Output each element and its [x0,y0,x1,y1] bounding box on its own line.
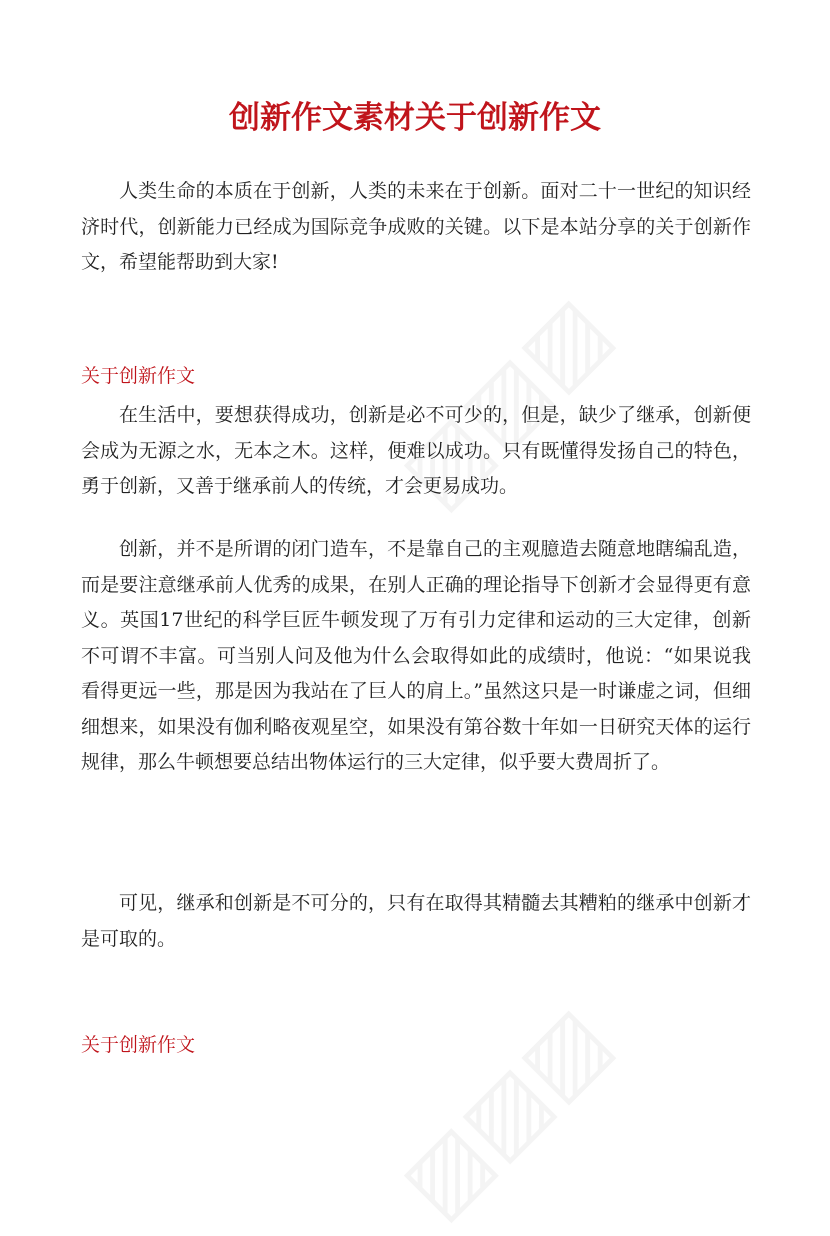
section-heading: 关于创新作文 [81,365,196,387]
page-title: 创新作文素材关于创新作文 [229,100,601,136]
section-heading: 关于创新作文 [81,1034,196,1056]
body-paragraph: 可见，继承和创新是不可分的，只有在取得其精髓去其糟粕的继承中创新才是可取的。 [81,892,751,950]
body-paragraph: 在生活中，要想获得成功，创新是必不可少的，但是，缺少了继承，创新便会成为无源之水，无本之木。这样，便难以成功。只有既懂得发扬自己的特色，勇于创新，又善于继承前人的传统，才会更易成功。 [81,404,751,497]
watermark-icon [380,987,629,1236]
body-paragraph: 创新，并不是所谓的闭门造车，不是靠自己的主观臆造去随意地瞎编乱造，而是要注意继承前人优秀的成果，在别人正确的理论指导下创新才会显得更有意义。英国17世纪的科学巨匠牛顿发现了万有引力定律和运动的三大定律，创新不可谓不丰富。可当别人问及他为什么会取得如此的成绩时，他说：“如果说我看得更远一些，那是因为我站在了巨人的肩上。”虽然这只是一时谦虚之词，但细细想来，如果没有伽利略夜观星空，如果没有第谷数十年如一日研究天体的运行规律，那么牛顿想要总结出物体运行的三大定律，似乎要大费周折了。 [81,538,751,773]
intro-paragraph: 人类生命的本质在于创新，人类的未来在于创新。面对二十一世纪的知识经济时代，创新能力已经成为国际竞争成败的关键。以下是本站分享的关于创新作文，希望能帮助到大家! [81,180,751,273]
